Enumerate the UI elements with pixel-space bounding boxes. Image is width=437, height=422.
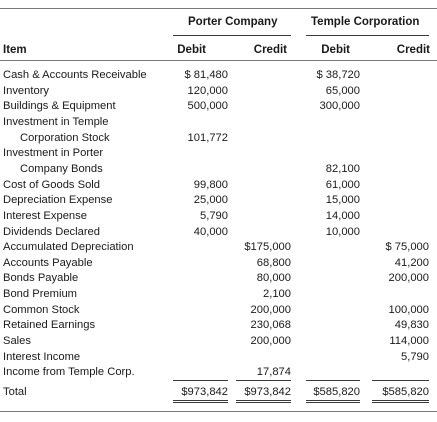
temple-credit-sum-line — [372, 380, 429, 381]
temple-debit-double-rule-1 — [306, 400, 360, 401]
porter-debit-cell: 99,800 — [193, 179, 228, 191]
total-temple-debit: $585,820 — [313, 386, 360, 398]
temple-credit-double-rule-1 — [372, 400, 429, 401]
porter-debit-cell: 5,790 — [200, 210, 228, 222]
porter-credit-cell: 2,100 — [263, 288, 291, 300]
row-label: Investment in Temple — [3, 116, 109, 128]
row-label: Accumulated Depreciation — [3, 241, 134, 253]
temple-credit-cell: 49,830 — [394, 319, 429, 331]
porter-credit-sum-line — [236, 380, 291, 381]
company-b-header-underline — [306, 35, 429, 36]
row-label: Company Bonds — [20, 163, 103, 175]
company-b-header: Temple Corporation — [311, 16, 420, 28]
row-label: Buildings & Equipment — [3, 100, 116, 112]
porter-debit-cell: 500,000 — [187, 100, 228, 112]
row-label: Income from Temple Corp. — [3, 366, 135, 378]
total-label: Total — [3, 386, 27, 398]
temple-debit-header: Debit — [321, 44, 350, 56]
company-a-header: Porter Company — [188, 16, 278, 28]
porter-debit-cell: 25,000 — [193, 194, 228, 206]
temple-debit-cell: $ 38,720 — [316, 69, 360, 81]
temple-credit-double-rule-2 — [372, 402, 429, 403]
row-label: Sales — [3, 335, 31, 347]
porter-debit-double-rule-2 — [173, 402, 228, 403]
temple-credit-cell: 114,000 — [389, 335, 429, 347]
row-label: Common Stock — [3, 304, 80, 316]
porter-debit-double-rule-1 — [173, 400, 228, 401]
temple-debit-double-rule-2 — [306, 402, 360, 403]
temple-credit-cell: 41,200 — [394, 257, 429, 269]
temple-credit-cell: 100,000 — [388, 304, 429, 316]
porter-debit-cell: $ 81,480 — [184, 69, 228, 81]
row-label: Accounts Payable — [3, 257, 93, 269]
porter-credit-double-rule-2 — [236, 402, 291, 403]
row-label: Interest Expense — [3, 210, 87, 222]
temple-debit-cell: 10,000 — [325, 226, 360, 238]
porter-credit-cell: $175,000 — [244, 241, 291, 253]
row-label: Corporation Stock — [20, 132, 110, 144]
temple-credit-cell: $ 75,000 — [385, 241, 429, 253]
bottom-rule — [0, 411, 437, 412]
porter-credit-cell: 230,068 — [250, 319, 291, 331]
total-porter-credit: $973,842 — [244, 386, 291, 398]
porter-debit-cell: 120,000 — [187, 85, 228, 97]
porter-debit-header: Debit — [177, 44, 206, 56]
row-label: Cash & Accounts Receivable — [3, 69, 147, 81]
temple-debit-cell: 82,100 — [325, 163, 360, 175]
temple-debit-sum-line — [306, 380, 360, 381]
row-label: Depreciation Expense — [3, 194, 113, 206]
top-rule — [0, 8, 437, 9]
row-label: Bonds Payable — [3, 272, 79, 284]
porter-debit-cell: 40,000 — [193, 226, 228, 238]
porter-credit-cell: 200,000 — [250, 304, 291, 316]
total-temple-credit: $585,820 — [382, 386, 429, 398]
porter-debit-sum-line — [173, 380, 228, 381]
row-label: Inventory — [3, 85, 50, 97]
porter-credit-double-rule-1 — [236, 400, 291, 401]
porter-credit-cell: 68,800 — [256, 257, 291, 269]
row-label: Cost of Goods Sold — [3, 179, 101, 191]
porter-debit-cell: 101,772 — [187, 132, 228, 144]
temple-debit-cell: 15,000 — [325, 194, 360, 206]
porter-credit-cell: 17,874 — [256, 366, 291, 378]
temple-credit-cell: 5,790 — [401, 351, 429, 363]
row-label: Dividends Declared — [3, 226, 101, 238]
total-porter-debit: $973,842 — [181, 386, 228, 398]
porter-credit-cell: 80,000 — [256, 272, 291, 284]
porter-credit-header: Credit — [253, 44, 287, 56]
temple-credit-cell: 200,000 — [388, 272, 429, 284]
row-label: Bond Premium — [3, 288, 77, 300]
row-label: Interest Income — [3, 351, 81, 363]
company-a-header-underline — [173, 35, 291, 36]
row-label: Investment in Porter — [3, 147, 104, 159]
temple-credit-header: Credit — [396, 44, 430, 56]
temple-debit-cell: 61,000 — [325, 179, 360, 191]
item-column-header: Item — [3, 44, 27, 56]
temple-debit-cell: 65,000 — [325, 85, 360, 97]
temple-debit-cell: 300,000 — [319, 100, 360, 112]
row-label: Retained Earnings — [3, 319, 96, 331]
temple-debit-cell: 14,000 — [325, 210, 360, 222]
porter-credit-cell: 200,000 — [250, 335, 291, 347]
header-rule — [0, 60, 437, 61]
